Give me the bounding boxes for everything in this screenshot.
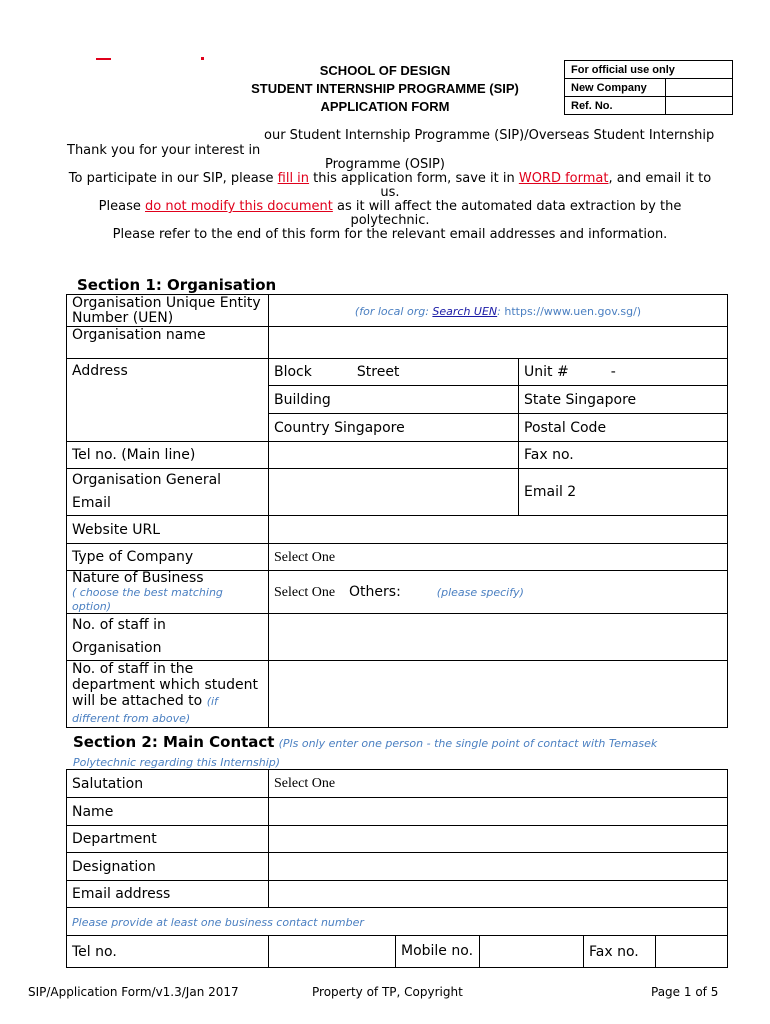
postal-code-field[interactable] [519, 414, 728, 442]
new-company-field[interactable] [666, 79, 733, 97]
nature-hint: ( choose the best matching option) [72, 586, 223, 613]
ref-no-label: Ref. No. [565, 97, 666, 115]
street-label: Street [356, 364, 400, 380]
section2-header [73, 733, 723, 772]
contact-fax-label: Fax no. [584, 936, 656, 968]
designation-label: Designation [67, 853, 269, 881]
official-use-label: For official use only [565, 61, 733, 79]
general-email-label: Organisation General Email [67, 469, 269, 516]
organisation-table [66, 294, 728, 728]
programme-title: STUDENT INTERNSHIP PROGRAMME (SIP) [251, 81, 519, 96]
do-not-modify-text: do not modify this document [145, 199, 333, 214]
new-company-label: New Company [565, 79, 666, 97]
building-label: Building [274, 391, 331, 408]
name-field[interactable] [269, 798, 728, 826]
email2-label: Email 2 [524, 484, 577, 500]
intro-text-3: Please do not modify this document as it will affect the automated data extraction by the [98, 199, 682, 214]
others-hint[interactable]: (please specify) [436, 585, 524, 599]
section2-title: Section 2: Main Contact [73, 733, 275, 751]
footer-form-version: SIP/Application Form/v1.3/Jan 2017 [28, 985, 239, 999]
logo-mark [96, 58, 111, 60]
ref-no-field[interactable] [666, 97, 733, 115]
tel-main-label: Tel no. (Main line) [67, 442, 269, 469]
school-title: SCHOOL OF DESIGN [319, 63, 451, 78]
intro-text-1b: Thank you for your interest in [67, 143, 261, 158]
website-label: Website URL [67, 516, 269, 544]
section2-hint: (Pls only enter one person - the single point of contact with Temasek Polytechnic regarding this Internship) [73, 737, 658, 769]
intro-text-3-end: polytechnic. [350, 213, 430, 228]
uen-url: https://www.uen.gov.sg/) [504, 304, 642, 318]
designation-field[interactable] [269, 853, 728, 881]
state-field[interactable] [519, 386, 728, 414]
postal-code-label: Postal Code [524, 419, 607, 436]
intro-text-1a: our Student Internship Programme (SIP)/Overseas Student Internship [264, 128, 715, 143]
mobile-label: Mobile no. [396, 936, 480, 968]
staff-count-field[interactable] [269, 614, 728, 661]
email-label: Email address [67, 881, 269, 908]
intro-text-2-end: us. [380, 185, 400, 200]
uen-label: Organisation Unique Entity Number (UEN) [67, 295, 269, 327]
nature-field [269, 571, 728, 614]
email-field[interactable] [269, 881, 728, 908]
tel-label: Tel no. [67, 936, 269, 968]
mobile-field[interactable] [480, 936, 584, 968]
form-title: APPLICATION FORM [320, 99, 450, 114]
block-label: Block [274, 364, 312, 380]
dept-staff-field[interactable] [269, 661, 728, 728]
footer-copyright: Property of TP, Copyright [312, 985, 463, 999]
others-label: Others: [349, 583, 401, 600]
fax-field[interactable] [519, 442, 728, 469]
department-field[interactable] [269, 826, 728, 853]
tel-field[interactable] [269, 936, 396, 968]
unit-field[interactable]: Unit # - [519, 359, 728, 386]
dept-staff-hint: (if different from above) [72, 695, 218, 725]
footer-page-number: Page 1 of 5 [651, 985, 719, 999]
company-type-label: Type of Company [67, 544, 269, 571]
nature-select[interactable]: Select One [274, 584, 336, 600]
contact-hint: Please provide at least one business contact number [67, 908, 728, 936]
fill-in-text: fill in [277, 171, 310, 186]
state-label: State Singapore [524, 391, 637, 408]
country-field[interactable] [269, 414, 519, 442]
salutation-label: Salutation [67, 770, 269, 798]
intro-text-2: To participate in our SIP, please fill in this application form, save it in WORD format, and email it to [68, 171, 712, 186]
name-label: Name [67, 798, 269, 826]
logo-dot [201, 57, 204, 60]
email2-field[interactable] [519, 469, 728, 516]
intro-text-4: Please refer to the end of this form for the relevant email addresses and information. [112, 227, 668, 242]
website-field[interactable] [269, 516, 728, 544]
org-name-field[interactable] [269, 327, 728, 359]
contact-fax-field[interactable] [656, 936, 728, 968]
nature-label: Nature of Business ( choose the best matching option) [67, 571, 269, 614]
address-label: Address [67, 359, 269, 442]
department-label: Department [67, 826, 269, 853]
org-name-label: Organisation name [67, 327, 269, 359]
company-type-select[interactable]: Select One [269, 544, 728, 571]
dept-staff-label: No. of staff in the department which student will be attached to (if different from above) [67, 661, 269, 728]
general-email-field[interactable] [269, 469, 519, 516]
salutation-select[interactable]: Select One [269, 770, 728, 798]
main-contact-table [66, 769, 728, 968]
section1-title: Section 1: Organisation [77, 276, 277, 294]
country-label: Country Singapore [274, 419, 405, 436]
uen-hint: (for local org: [354, 304, 433, 318]
word-format-text: WORD format [518, 171, 609, 186]
fax-label: Fax no. [524, 447, 574, 463]
staff-count-label: No. of staff in Organisation [67, 614, 269, 661]
building-field[interactable] [269, 386, 519, 414]
search-uen-link[interactable]: Search UEN [432, 304, 498, 318]
tel-main-field[interactable] [269, 442, 519, 469]
official-use-box [564, 60, 733, 115]
intro-text-1c: Programme (OSIP) [325, 157, 445, 172]
uen-field[interactable]: (for local org: Search UEN: https://www.uen.gov.sg/) [269, 295, 728, 327]
unit-label: Unit # [524, 364, 569, 380]
block-street-field[interactable] [269, 359, 519, 386]
